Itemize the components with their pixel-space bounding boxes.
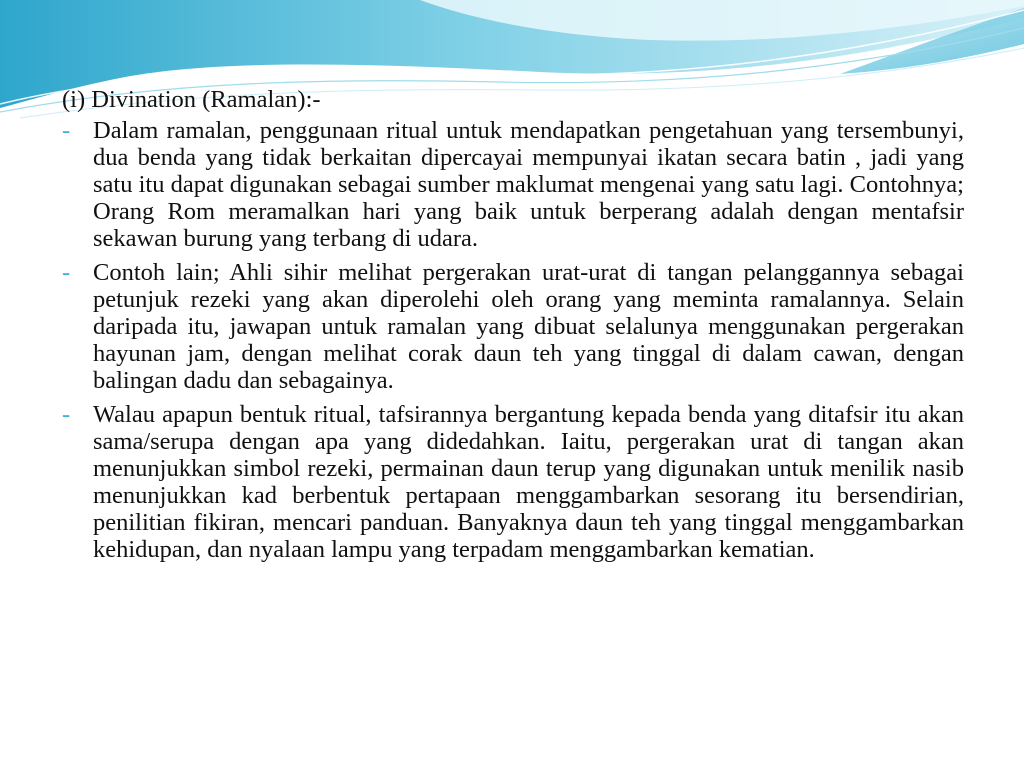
bullet-text: Contoh lain; Ahli sihir melihat pergerakan urat-urat di tangan pelanggannya sebagai petunjuk rezeki yang akan diperolehi oleh orang yang meminta ramalannya. Selain daripada itu, jawapan untuk ramalan yang dibuat selalunya menggunakan pergerakan hayunan jam, dengan melihat corak daun teh yang tinggal di dalam cawan, dengan balingan dadu dan sebagainya. bbox=[93, 259, 964, 394]
bullet-dash: - bbox=[62, 401, 71, 428]
bullet-list bbox=[62, 117, 964, 563]
bullet-dash: - bbox=[62, 259, 71, 286]
bullet-item bbox=[62, 259, 964, 394]
bullet-item bbox=[62, 401, 964, 563]
slide-body bbox=[62, 86, 964, 570]
bullet-dash: - bbox=[62, 117, 71, 144]
bullet-item bbox=[62, 117, 964, 252]
slide-heading: (i) Divination (Ramalan):- bbox=[62, 86, 321, 113]
bullet-text: Dalam ramalan, penggunaan ritual untuk mendapatkan pengetahuan yang tersembunyi, dua benda yang tidak berkaitan dipercayai mempunyai ikatan secara batin , jadi yang satu itu dapat digunakan sebagai sumber maklumat mengenai yang satu lagi. Contohnya; Orang Rom meramalkan hari yang baik untuk berperang adalah dengan mentafsir sekawan burung yang terbang di udara. bbox=[93, 117, 964, 252]
bullet-text: Walau apapun bentuk ritual, tafsirannya bergantung kepada benda yang ditafsir itu akan sama/serupa dengan apa yang didedahkan. Iaitu, pergerakan urat di tangan akan menunjukkan simbol rezeki, permainan daun terup yang digunakan untuk menilik nasib menunjukkan kad berbentuk pertapaan menggambarkan sesorang itu bersendirian, penilitian fikiran, mencari panduan. Banyaknya daun teh yang tinggal menggambarkan kehidupan, dan nyalaan lampu yang terpadam menggambarkan kematian. bbox=[93, 401, 964, 563]
